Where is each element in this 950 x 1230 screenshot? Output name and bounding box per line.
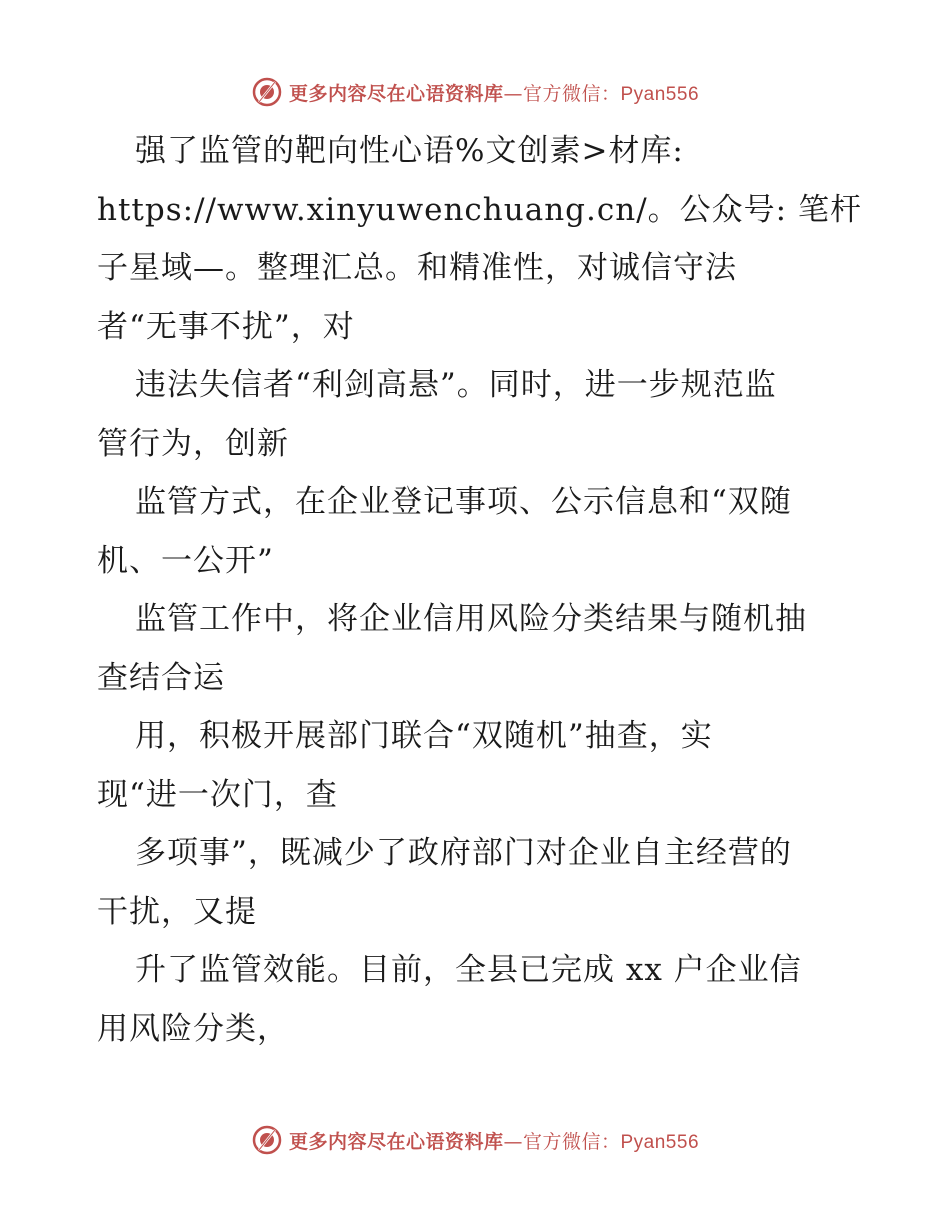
body-line-text: https://www.xinyuwenchuang.cn/。公众号: 笔杆 bbox=[97, 191, 862, 228]
body-line: 强了监管的靶向性心语%文创素>材库: bbox=[135, 133, 684, 169]
body-line: 用，积极开展部门联合“双随机”抽查，实 bbox=[135, 718, 713, 754]
banner-text bbox=[289, 1127, 699, 1154]
banner-wechat-handle: Pyan556 bbox=[620, 83, 700, 105]
body-line: 监管工作中，将企业信用风险分类结果与随机抽 bbox=[135, 601, 807, 637]
banner-separator-text: —官方微信： bbox=[503, 1130, 621, 1153]
body-line: 查结合运 bbox=[97, 659, 225, 696]
quill-logo-icon bbox=[251, 76, 283, 108]
banner-text bbox=[289, 79, 699, 106]
body-line: 违法失信者“利剑高悬”。同时，进一步规范监 bbox=[135, 367, 777, 403]
quill-logo-icon bbox=[251, 1124, 283, 1156]
banner-main-text: 更多内容尽在心语资料库 bbox=[288, 82, 504, 105]
footer-banner bbox=[0, 1120, 950, 1160]
banner-separator-text: —官方微信： bbox=[503, 82, 621, 105]
banner-main-text: 更多内容尽在心语资料库 bbox=[288, 1130, 504, 1153]
body-line: 干扰，又提 bbox=[97, 893, 257, 930]
body-line: 现“进一次门，查 bbox=[97, 776, 338, 813]
body-line: 监管方式，在企业登记事项、公示信息和“双随 bbox=[135, 484, 792, 520]
header-banner bbox=[0, 72, 950, 112]
body-line: 者“无事不扰”，对 bbox=[97, 308, 355, 345]
body-line: 子星域—。整理汇总。和精准性，对诚信守法 bbox=[97, 250, 737, 286]
document-body bbox=[97, 122, 862, 1058]
body-line: 用风险分类， bbox=[97, 1010, 289, 1047]
body-line: 机、一公开” bbox=[97, 542, 274, 579]
body-line: 升了监管效能。目前，全县已完成 xx 户企业信 bbox=[135, 952, 802, 988]
body-line: 多项事”，既减少了政府部门对企业自主经营的 bbox=[135, 835, 792, 871]
banner-wechat-handle: Pyan556 bbox=[620, 1131, 700, 1153]
body-line: 管行为，创新 bbox=[97, 425, 289, 462]
body-line-url bbox=[97, 181, 862, 240]
